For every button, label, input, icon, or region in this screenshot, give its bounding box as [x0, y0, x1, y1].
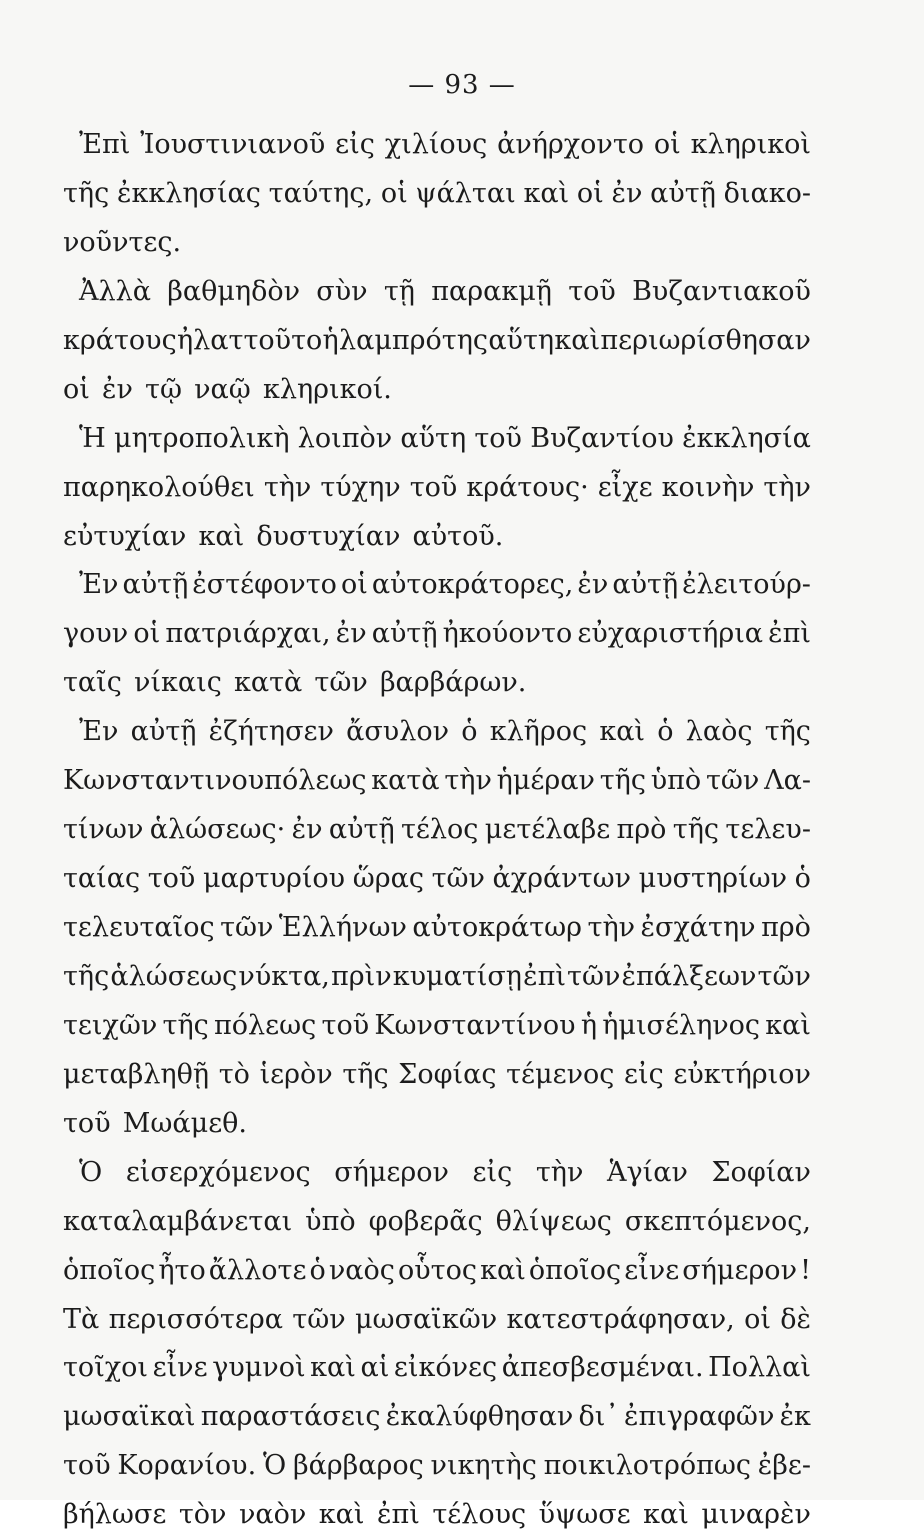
word: τῆς — [672, 814, 720, 846]
text-line — [63, 855, 811, 904]
word: αὐτῇ — [328, 814, 395, 846]
word: ταίας — [63, 863, 141, 895]
word: πατριάρχαι, — [165, 618, 331, 650]
word: οἱ — [340, 569, 368, 601]
word: καὶ — [318, 1499, 365, 1531]
body-text — [63, 121, 811, 1540]
word: αὐτῇ — [612, 569, 679, 601]
word: Ἁγίαν — [606, 1156, 688, 1188]
word: ἡ — [580, 1009, 598, 1041]
word: διακο- — [723, 177, 811, 209]
word: τοῦ — [568, 275, 616, 307]
text-line — [63, 1442, 811, 1491]
word: ἐλειτούρ- — [682, 569, 811, 601]
word: καὶ — [480, 1254, 526, 1286]
word: σὺν — [316, 275, 368, 307]
word: φοβερᾶς — [368, 1205, 483, 1237]
word: τελευταῖος — [63, 912, 215, 943]
word: οἱ — [133, 618, 161, 650]
word: ἀπεσβεσμέναι. — [501, 1352, 704, 1384]
word: κυματίσῃ — [392, 960, 522, 992]
word: εἰσερχόμενος — [125, 1156, 311, 1188]
word: τὴν — [587, 912, 636, 943]
word: ἐπάλξεων — [621, 960, 757, 992]
word: Ἑλλήνων — [278, 912, 407, 943]
word: εἰκόνες — [393, 1352, 498, 1384]
text-line — [63, 1198, 811, 1247]
word: τελευ- — [725, 814, 811, 846]
word: Βυζαντίου — [530, 422, 674, 454]
word: περισσότερα — [108, 1303, 283, 1335]
word: μιναρὲν — [701, 1499, 811, 1531]
word: Λα- — [764, 765, 811, 797]
word: λαμπρότης — [339, 324, 489, 356]
word: εὐκτήριον — [673, 1058, 811, 1090]
word: οἱ — [380, 177, 408, 209]
word: ταῖς — [63, 667, 122, 699]
word: δυστυχίαν — [256, 520, 401, 552]
word: καὶ — [765, 1009, 811, 1041]
word: ὁποῖος — [63, 1254, 156, 1286]
text-line — [63, 121, 811, 170]
word: εἰς — [624, 1058, 664, 1090]
word: τὸ — [218, 1058, 250, 1090]
word: τῶν — [705, 765, 760, 797]
word: ὑπὸ — [650, 765, 702, 797]
word: ἐκαλύφθησαν — [385, 1401, 574, 1433]
text-line — [63, 806, 811, 855]
text-line — [63, 415, 811, 464]
word: κατὰ — [234, 667, 303, 699]
word: παρηκολούθει — [63, 471, 255, 503]
text-line — [63, 1296, 811, 1345]
word: τῶν — [567, 960, 621, 992]
word: Ἰουστινιανοῦ — [140, 129, 326, 160]
word: ἄλλοτε — [208, 1254, 307, 1286]
word: τοῦ — [321, 1009, 370, 1041]
word: ναῷ — [194, 373, 251, 405]
text-line — [63, 757, 811, 806]
word: τὴν — [263, 471, 312, 503]
word: ! — [800, 1254, 811, 1286]
text-line — [63, 366, 811, 415]
word: ἱερὸν — [259, 1058, 333, 1090]
text-line — [63, 170, 811, 219]
word: πρὸ — [616, 814, 667, 846]
word: ἠλαττοῦτο — [177, 324, 323, 356]
word: ἐβε- — [757, 1450, 811, 1482]
word: ἐσχάτην — [640, 912, 756, 943]
word: ἡμέραν — [496, 765, 595, 797]
text-line — [63, 268, 811, 317]
word: τέλος — [401, 814, 479, 846]
text-line — [63, 659, 811, 708]
text-line — [63, 317, 811, 366]
word: ἄσυλον — [346, 716, 449, 748]
word: ὥρας — [352, 863, 424, 895]
word: ἡ — [322, 324, 339, 356]
word: αὐτῇ — [650, 177, 716, 209]
word: Βυζαντιακοῦ — [632, 275, 811, 307]
word: κράτους — [63, 324, 177, 356]
word: ἐπὶ — [376, 1499, 420, 1531]
text-line — [63, 1051, 811, 1100]
word: ἐν — [291, 814, 323, 846]
word: Ἡ — [79, 422, 106, 454]
word: μωσαϊκῶν — [355, 1303, 498, 1335]
word: τειχῶν — [63, 1009, 158, 1041]
word: ἐν — [577, 569, 609, 601]
word: Ὁ — [79, 1156, 103, 1188]
word: μεταβληθῇ — [63, 1058, 210, 1090]
word: ἐστέφοντο — [192, 569, 337, 601]
word: Ἐπὶ — [79, 129, 131, 160]
word: τῆς — [63, 960, 110, 992]
word: ἡμισέληνος — [602, 1009, 761, 1041]
word: αὐτῇ — [130, 716, 197, 748]
word: κλῆρος — [489, 716, 588, 748]
word: δι᾽ — [578, 1401, 619, 1433]
word: πόλεως — [214, 1009, 317, 1041]
word: ἐν — [335, 618, 367, 650]
word: ποικιλοτρόπως — [543, 1450, 751, 1482]
word: τῶν — [757, 960, 811, 992]
word: Ὁ — [262, 1450, 287, 1482]
page-number: — 93 — — [408, 70, 516, 100]
word: ἦτο — [158, 1254, 206, 1286]
word: Κορανίου. — [117, 1450, 257, 1482]
word: τῆς — [599, 765, 646, 797]
word: νίκαις — [134, 667, 222, 699]
word: μωσαϊκαὶ — [63, 1401, 196, 1433]
word: ἐκκλησίας — [117, 177, 261, 209]
word: κατεστράφησαν, — [506, 1303, 735, 1335]
word: τοῦ — [474, 422, 522, 454]
word: ἐπὶ — [768, 618, 811, 650]
word: ἐκ — [779, 1401, 811, 1433]
word: κληρικοί. — [262, 373, 392, 405]
word: τῆς — [764, 716, 811, 748]
word: οἱ — [653, 129, 681, 160]
word: δὲ — [780, 1303, 811, 1335]
word: ὁ — [657, 716, 674, 748]
word: Κωνσταντίνου — [374, 1009, 576, 1041]
word: Σοφίας — [398, 1058, 497, 1090]
word: σήμερον — [334, 1156, 449, 1188]
word: βάρβαρος — [292, 1450, 424, 1482]
word: τῶν — [431, 863, 485, 895]
word: τῷ — [145, 373, 182, 405]
word: τῆς — [342, 1058, 389, 1090]
word: οἱ — [63, 373, 90, 405]
word: αὐτῇ — [371, 618, 438, 650]
word: τῶν — [314, 667, 368, 699]
word: εὐτυχίαν — [63, 520, 187, 552]
word: βαρβάρων. — [379, 667, 527, 699]
word: ναὸν — [238, 1499, 307, 1531]
word: τῆς — [162, 1009, 209, 1041]
word: ὁ — [309, 1254, 326, 1286]
word: τέλους — [432, 1499, 527, 1531]
word: καὶ — [554, 324, 601, 356]
word: γουν — [63, 618, 129, 650]
word: ἠκούοντο — [442, 618, 573, 650]
word: ἐπὶ — [523, 960, 566, 992]
word: βήλωσε — [63, 1499, 167, 1531]
word: ὁποῖος — [528, 1254, 622, 1286]
word: τοῦ — [63, 1107, 111, 1139]
text-line — [63, 708, 811, 757]
word: νικητὴς — [430, 1450, 537, 1482]
word: καὶ — [523, 177, 570, 209]
word: ἐν — [611, 177, 643, 209]
word: ἁλώσεως· — [149, 814, 286, 846]
word: ναὸς — [328, 1254, 395, 1286]
word: νοῦντες. — [63, 226, 182, 258]
word: καὶ — [310, 1352, 356, 1384]
word: ἐζήτησεν — [208, 716, 334, 748]
word: αὕτη — [400, 422, 467, 454]
word: περιωρίσθησαν — [600, 324, 811, 356]
word: παραστάσεις — [200, 1401, 381, 1433]
word: ὑπὸ — [305, 1205, 356, 1237]
word: τοῦ — [147, 863, 196, 895]
text-line — [63, 561, 811, 610]
text-line — [63, 219, 811, 268]
word: κληρικοὶ — [690, 129, 811, 160]
word: τοῖχοι — [63, 1352, 148, 1384]
word: σήμερον — [682, 1254, 797, 1286]
word: Ἐν — [79, 716, 119, 748]
word: τέμενος — [506, 1058, 615, 1090]
word: Τὰ — [63, 1303, 100, 1335]
word: εἰς — [472, 1156, 513, 1188]
word: ἐκκλησία — [682, 422, 811, 454]
word: Μωάμεθ. — [122, 1107, 248, 1139]
word: καὶ — [599, 716, 646, 748]
word: καὶ — [198, 520, 245, 552]
text-line — [63, 1491, 811, 1540]
text-line — [63, 1393, 811, 1442]
word: εἶνε — [152, 1352, 208, 1384]
text-line — [63, 464, 811, 513]
text-line — [63, 610, 811, 659]
word: χιλίους — [384, 129, 488, 160]
word: ἐπιγραφῶν — [623, 1401, 775, 1433]
word: κοινὴν — [661, 471, 755, 503]
word: καταλαμβάνεται — [63, 1205, 293, 1237]
word: κατὰ — [371, 765, 440, 797]
word: αὐτοκράτορες, — [371, 569, 574, 601]
text-line — [63, 1247, 811, 1296]
word: εἰς — [335, 129, 375, 160]
text-line — [63, 513, 811, 562]
word: τὴν — [535, 1156, 584, 1188]
word: τὸν — [178, 1499, 227, 1531]
word: πρὸ — [761, 912, 811, 943]
word: γυμνοὶ — [212, 1352, 306, 1384]
text-line — [63, 1100, 811, 1149]
word: αὐτοκράτωρ — [412, 912, 583, 943]
word: τῶν — [220, 912, 274, 943]
word: τὴν — [444, 765, 492, 797]
word: Ἐν — [79, 569, 119, 601]
text-line — [63, 953, 811, 1002]
word: κράτους· — [466, 471, 589, 503]
word: οἱ — [744, 1303, 771, 1335]
word: εἶχε — [597, 471, 653, 503]
word: ταύτης, — [268, 177, 374, 209]
word: νύκτα, — [238, 960, 330, 992]
word: ἐν — [101, 373, 133, 405]
text-line — [63, 1002, 811, 1051]
word: αὐτοῦ. — [412, 520, 504, 552]
word: τῇ — [383, 275, 415, 307]
word: μητροπολικὴ — [114, 422, 290, 454]
word: οἱ — [576, 177, 604, 209]
word: μαρτυρίου — [202, 863, 346, 895]
word: οὗτος — [398, 1254, 477, 1286]
word: αἱ — [360, 1352, 390, 1384]
word: ἀχράντων — [492, 863, 632, 895]
word: λοιπὸν — [297, 422, 393, 454]
word: πρὶν — [331, 960, 392, 992]
word: ψάλται — [415, 177, 516, 209]
word: εὐχαριστήρια — [577, 618, 764, 650]
text-line — [63, 904, 811, 953]
text-line — [63, 1149, 811, 1198]
word: τύχην — [320, 471, 401, 503]
word: τὴν — [763, 471, 811, 503]
word: παρακμῇ — [431, 275, 552, 307]
text-line — [63, 1344, 811, 1393]
word: σκεπτόμενος, — [624, 1205, 811, 1237]
word: τοῦ — [409, 471, 458, 503]
word: θλίψεως — [495, 1205, 612, 1237]
word: ἀνήρχοντο — [497, 129, 645, 160]
word: ὁ — [794, 863, 811, 895]
word: Ἀλλὰ — [79, 275, 151, 307]
word: ὁ — [461, 716, 478, 748]
word: τῆς — [63, 177, 110, 209]
word: τῶν — [292, 1303, 346, 1335]
word: λαὸς — [685, 716, 753, 748]
word: τοῦ — [63, 1450, 111, 1482]
word: Πολλαὶ — [708, 1352, 811, 1384]
word: αὐτῇ — [122, 569, 189, 601]
word: ἁλώσεως — [110, 960, 238, 992]
word: αὕτη — [488, 324, 555, 356]
word: ὕψωσε — [538, 1499, 631, 1531]
word: τίνων — [63, 814, 144, 846]
word: εἶνε — [624, 1254, 680, 1286]
word: μυστηρίων — [638, 863, 788, 895]
word: Σοφίαν — [711, 1156, 811, 1188]
word: καὶ — [643, 1499, 689, 1531]
word: μετέλαβε — [484, 814, 611, 846]
word: Κωνσταντινουπόλεως — [63, 765, 367, 797]
word: βαθμηδὸν — [167, 275, 300, 307]
